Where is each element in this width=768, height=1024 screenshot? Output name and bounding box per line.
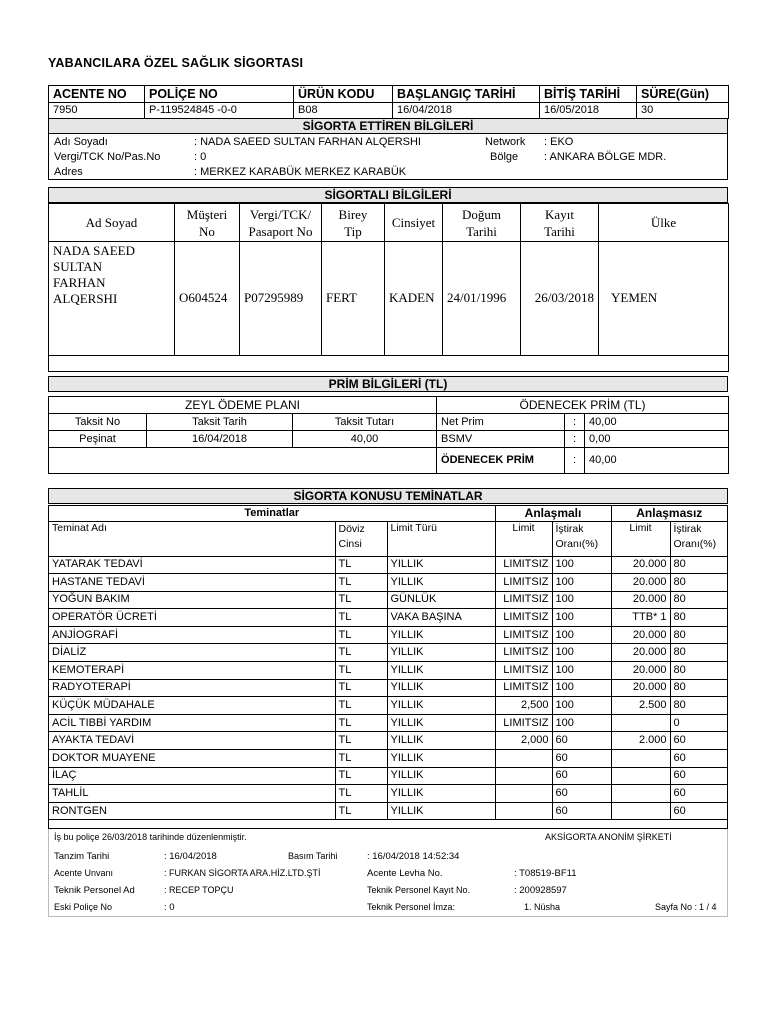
col-coverage-name: Teminat Adı	[49, 521, 335, 556]
coverage-cell-cur: TL	[335, 802, 387, 820]
coverage-cell-limit: LIMITSIZ	[495, 609, 552, 627]
coverage-cell-share2: 80	[670, 697, 727, 715]
coverage-cell-limit2	[611, 750, 670, 768]
coverage-cell-share: 100	[552, 697, 611, 715]
print-date-label: Basım Tarihi	[288, 851, 338, 861]
coverage-row	[49, 802, 727, 820]
coverage-cell-limit2: 20.000	[611, 574, 670, 592]
coverage-cell-type: VAKA BAŞINA	[387, 609, 495, 627]
issued-note: İş bu poliçe 26/03/2018 tarihinde düzenlenmiştir.	[54, 832, 247, 842]
coverage-cell-share: 60	[552, 732, 611, 750]
start-date-value: 16/04/2018	[393, 103, 540, 119]
coverage-cell-share2: 80	[670, 626, 727, 644]
coverage-cell-share: 60	[552, 767, 611, 785]
coverage-cell-limit: LIMITSIZ	[495, 679, 552, 697]
col-policy-no: POLİÇE NO	[145, 86, 294, 103]
coverage-cell-limit2	[611, 802, 670, 820]
tanzim-label: Tanzim Tarihi	[54, 851, 110, 862]
coverage-cell-name: ANJİOGRAFİ	[49, 626, 335, 644]
coverage-cell-type: GÜNLÜK	[387, 591, 495, 609]
payable-premium-title: ÖDENECEK PRİM (TL)	[437, 397, 729, 414]
coverage-table	[49, 506, 727, 820]
coverage-cell-limit2	[611, 785, 670, 803]
coverage-cell-cur: TL	[335, 732, 387, 750]
col-duration: SÜRE(Gün)	[637, 86, 729, 103]
col-currency: Döviz Cinsi	[335, 521, 387, 556]
coverage-cell-limit: LIMITSIZ	[495, 714, 552, 732]
insured-col-type: Birey Tip	[322, 204, 385, 242]
col-limit-type: Limit Türü	[387, 521, 495, 556]
col-installment-date: Taksit Tarih	[147, 414, 293, 431]
coverage-cell-cur: TL	[335, 767, 387, 785]
group-teminat: Teminatlar	[49, 506, 495, 521]
coverage-cell-type: YILLIK	[387, 714, 495, 732]
insurer-name-label: Adı Soyadı	[54, 136, 108, 148]
col-agent-no: ACENTE NO	[49, 86, 145, 103]
insured-customer-no: O604524	[175, 242, 240, 356]
coverage-cell-share: 60	[552, 785, 611, 803]
insured-col-registration: Kayıt Tarihi	[521, 204, 599, 242]
tech-signature-label: Teknik Personel İmza:	[367, 902, 456, 912]
agent-no-value: 7950	[49, 103, 145, 119]
coverage-cell-limit2: 20.000	[611, 679, 670, 697]
coverage-cell-type: YILLIK	[387, 767, 495, 785]
product-code-value: B08	[294, 103, 393, 119]
coverage-cell-type: YILLIK	[387, 697, 495, 715]
duration-value: 30	[637, 103, 729, 119]
premium-section-title: PRİM BİLGİLERİ (TL)	[48, 376, 728, 392]
coverage-cell-name: İLAÇ	[49, 767, 335, 785]
coverage-row	[49, 644, 727, 662]
insured-country: YEMEN	[599, 242, 729, 356]
coverage-cell-share: 60	[552, 802, 611, 820]
insured-empty-row	[49, 356, 729, 372]
document-title: YABANCILARA ÖZEL SAĞLIK SİGORTASI	[48, 56, 304, 70]
payment-plan-title: ZEYL ÖDEME PLANI	[49, 397, 437, 414]
installment-row-amount: 40,00	[293, 431, 437, 448]
coverage-cell-share2: 80	[670, 556, 727, 574]
insured-passport: P07295989	[240, 242, 322, 356]
coverage-cell-cur: TL	[335, 644, 387, 662]
coverage-cell-cur: TL	[335, 714, 387, 732]
coverage-cell-share: 100	[552, 679, 611, 697]
net-premium-value: 40,00	[585, 414, 729, 431]
insured-table	[48, 203, 728, 372]
coverage-cell-type: YILLIK	[387, 556, 495, 574]
tech-staff-value: : RECEP TOPÇU	[164, 885, 234, 895]
coverage-row	[49, 662, 727, 680]
coverage-cell-limit: LIMITSIZ	[495, 556, 552, 574]
coverage-table-frame	[48, 505, 728, 829]
agent-license-label: Acente Levha No.	[367, 868, 443, 879]
network-value: : EKO	[544, 136, 574, 148]
region-label: Bölge	[490, 151, 519, 163]
coverage-cell-limit: LIMITSIZ	[495, 574, 552, 592]
col-product-code: ÜRÜN KODU	[294, 86, 393, 103]
coverage-cell-name: RONTGEN	[49, 802, 335, 820]
group-agreed: Anlaşmalı	[495, 506, 611, 521]
coverage-row	[49, 714, 727, 732]
coverage-row	[49, 785, 727, 803]
page-label: Sayfa No :	[655, 902, 698, 912]
coverage-cell-limit: LIMITSIZ	[495, 662, 552, 680]
company-name: AKSİGORTA ANONİM ŞİRKETİ	[545, 832, 672, 842]
coverage-cell-name: OPERATÖR ÜCRETİ	[49, 609, 335, 627]
coverage-row	[49, 574, 727, 592]
coverage-cell-share2: 80	[670, 591, 727, 609]
coverage-cell-cur: TL	[335, 626, 387, 644]
coverage-row	[49, 556, 727, 574]
tax-label: BSMV	[437, 431, 565, 448]
insured-section-title: SİGORTALI BİLGİLERİ	[48, 187, 728, 203]
insurer-section-title: SİGORTA ETTİREN BİLGİLERİ	[48, 118, 728, 134]
coverage-cell-share2: 80	[670, 644, 727, 662]
coverage-cell-share2: 60	[670, 785, 727, 803]
coverage-cell-limit2: 20.000	[611, 591, 670, 609]
installment-row-label: Peşinat	[49, 431, 147, 448]
old-policy-label: Eski Poliçe No	[54, 902, 113, 912]
end-date-value: 16/05/2018	[540, 103, 637, 119]
coverage-cell-type: YILLIK	[387, 732, 495, 750]
address-value: : MERKEZ KARABÜK MERKEZ KARABÜK	[194, 166, 407, 178]
colon: :	[565, 448, 585, 474]
coverage-cell-name: YATARAK TEDAVİ	[49, 556, 335, 574]
coverage-cell-limit	[495, 785, 552, 803]
address-label: Adres	[54, 166, 83, 178]
coverage-cell-limit2: 2.000	[611, 732, 670, 750]
insured-col-passport: Vergi/TCK/ Pasaport No	[240, 204, 322, 242]
coverage-cell-limit	[495, 767, 552, 785]
coverage-cell-share: 60	[552, 750, 611, 768]
coverage-cell-limit2	[611, 714, 670, 732]
insured-type: FERT	[322, 242, 385, 356]
col-installment-amount: Taksit Tutarı	[293, 414, 437, 431]
insured-col-name: Ad Soyad	[49, 204, 175, 242]
coverage-cell-share2: 60	[670, 750, 727, 768]
coverage-cell-share: 100	[552, 626, 611, 644]
coverage-cell-share2: 80	[670, 662, 727, 680]
coverage-section-title: SİGORTA KONUSU TEMİNATLAR	[48, 488, 728, 504]
coverage-row	[49, 750, 727, 768]
coverage-cell-cur: TL	[335, 609, 387, 627]
coverage-cell-share: 100	[552, 574, 611, 592]
coverage-cell-limit: LIMITSIZ	[495, 644, 552, 662]
tech-staff-label: Teknik Personel Ad	[54, 885, 135, 896]
coverage-cell-name: KEMOTERAPİ	[49, 662, 335, 680]
col-share: İştirak Oranı(%)	[552, 521, 611, 556]
coverage-row	[49, 767, 727, 785]
col-limit: Limit	[495, 521, 552, 556]
coverage-cell-share2: 60	[670, 732, 727, 750]
coverage-cell-limit: LIMITSIZ	[495, 591, 552, 609]
policy-header-table	[48, 85, 728, 119]
coverage-cell-share: 100	[552, 662, 611, 680]
coverage-cell-limit	[495, 802, 552, 820]
group-nonagreed: Anlaşmasız	[611, 506, 727, 521]
insured-gender: KADEN	[385, 242, 443, 356]
coverage-cell-share: 100	[552, 714, 611, 732]
coverage-row	[49, 732, 727, 750]
coverage-cell-type: YILLIK	[387, 626, 495, 644]
coverage-cell-name: RADYOTERAPİ	[49, 679, 335, 697]
insured-name: NADA SAEED SULTAN FARHAN ALQERSHI	[49, 242, 175, 356]
coverage-cell-type: YILLIK	[387, 750, 495, 768]
coverage-cell-share2: 80	[670, 574, 727, 592]
coverage-cell-limit	[495, 750, 552, 768]
agent-title-value: : FURKAN SİGORTA ARA.HİZ.LTD.ŞTİ	[164, 868, 321, 878]
coverage-cell-type: YILLIK	[387, 662, 495, 680]
coverage-cell-name: KÜÇÜK MÜDAHALE	[49, 697, 335, 715]
coverage-row	[49, 679, 727, 697]
coverage-cell-limit2: 2.500	[611, 697, 670, 715]
coverage-cell-name: HASTANE TEDAVİ	[49, 574, 335, 592]
tech-reg-label: Teknik Personel Kayıt No.	[367, 885, 471, 895]
coverage-cell-share2: 60	[670, 802, 727, 820]
coverage-cell-cur: TL	[335, 750, 387, 768]
insurer-name-value: : NADA SAEED SULTAN FARHAN ALQERSHI	[194, 136, 421, 148]
agent-license-value: : T08519-BF11	[514, 868, 577, 879]
total-premium-value: 40,00	[585, 448, 729, 474]
coverage-cell-type: YILLIK	[387, 679, 495, 697]
insurer-section	[48, 133, 728, 180]
insured-row	[49, 242, 729, 356]
insured-registration: 26/03/2018	[521, 242, 599, 356]
coverage-cell-cur: TL	[335, 556, 387, 574]
insured-col-country: Ülke	[599, 204, 729, 242]
print-date-value: : 16/04/2018 14:52:34	[367, 851, 460, 862]
tanzim-value: : 16/04/2018	[164, 851, 217, 862]
coverage-cell-type: YILLIK	[387, 644, 495, 662]
coverage-cell-cur: TL	[335, 697, 387, 715]
col-end-date: BİTİŞ TARİHİ	[540, 86, 637, 103]
installment-row-date: 16/04/2018	[147, 431, 293, 448]
col-limit-nonagreed: Limit	[611, 521, 670, 556]
insured-col-birth: Doğum Tarihi	[443, 204, 521, 242]
premium-empty-cell	[49, 448, 437, 474]
coverage-cell-name: YOĞUN BAKIM	[49, 591, 335, 609]
coverage-cell-share: 100	[552, 556, 611, 574]
coverage-cell-limit: 2,000	[495, 732, 552, 750]
copy-number: 1. Nüsha	[524, 902, 561, 912]
coverage-row	[49, 626, 727, 644]
col-installment-no: Taksit No	[49, 414, 147, 431]
coverage-cell-name: DOKTOR MUAYENE	[49, 750, 335, 768]
coverage-cell-limit: LIMITSIZ	[495, 626, 552, 644]
coverage-cell-cur: TL	[335, 574, 387, 592]
coverage-cell-share: 100	[552, 644, 611, 662]
coverage-cell-type: YILLIK	[387, 802, 495, 820]
coverage-row	[49, 609, 727, 627]
coverage-cell-limit2: TTB* 1	[611, 609, 670, 627]
coverage-cell-type: YILLIK	[387, 785, 495, 803]
colon: :	[565, 431, 585, 448]
colon: :	[565, 414, 585, 431]
coverage-cell-share: 100	[552, 609, 611, 627]
coverage-cell-share: 100	[552, 591, 611, 609]
coverage-cell-limit2: 20.000	[611, 644, 670, 662]
coverage-cell-type: YILLIK	[387, 574, 495, 592]
coverage-cell-share2: 80	[670, 679, 727, 697]
coverage-cell-share2: 80	[670, 609, 727, 627]
tax-value: 0,00	[585, 431, 729, 448]
agent-title-label: Acente Unvanı	[54, 868, 114, 878]
insured-col-gender: Cinsiyet	[385, 204, 443, 242]
insurer-tax-value: : 0	[194, 151, 207, 163]
coverage-cell-limit2: 20.000	[611, 662, 670, 680]
coverage-cell-cur: TL	[335, 591, 387, 609]
coverage-cell-limit: 2,500	[495, 697, 552, 715]
insured-col-customer: Müşteri No	[175, 204, 240, 242]
col-share-nonagreed: İştirak Oranı(%)	[670, 521, 727, 556]
coverage-cell-name: DİALİZ	[49, 644, 335, 662]
coverage-cell-name: ACİL TIBBİ YARDIM	[49, 714, 335, 732]
premium-table	[48, 396, 728, 474]
coverage-cell-limit2	[611, 767, 670, 785]
coverage-cell-cur: TL	[335, 679, 387, 697]
coverage-cell-share2: 60	[670, 767, 727, 785]
col-start-date: BAŞLANGIÇ TARİHİ	[393, 86, 540, 103]
coverage-cell-cur: TL	[335, 662, 387, 680]
total-premium-label: ÖDENECEK PRİM	[437, 448, 565, 474]
net-premium-label: Net Prim	[437, 414, 565, 431]
coverage-cell-share2: 0	[670, 714, 727, 732]
coverage-row	[49, 697, 727, 715]
insured-birth: 24/01/1996	[443, 242, 521, 356]
tech-reg-value: : 200928597	[514, 885, 567, 896]
coverage-cell-limit2: 20.000	[611, 556, 670, 574]
coverage-row	[49, 591, 727, 609]
old-policy-value: : 0	[164, 902, 175, 913]
region-value: : ANKARA BÖLGE MDR.	[544, 151, 667, 163]
coverage-cell-name: AYAKTA TEDAVİ	[49, 732, 335, 750]
insurer-tax-label: Vergi/TCK No/Pas.No	[54, 151, 161, 163]
coverage-cell-limit2: 20.000	[611, 626, 670, 644]
policy-no-value: P-119524845 -0-0	[145, 103, 294, 119]
network-label: Network	[485, 136, 526, 148]
coverage-cell-cur: TL	[335, 785, 387, 803]
page-value: 1 / 4	[699, 902, 717, 912]
coverage-cell-name: TAHLİL	[49, 785, 335, 803]
